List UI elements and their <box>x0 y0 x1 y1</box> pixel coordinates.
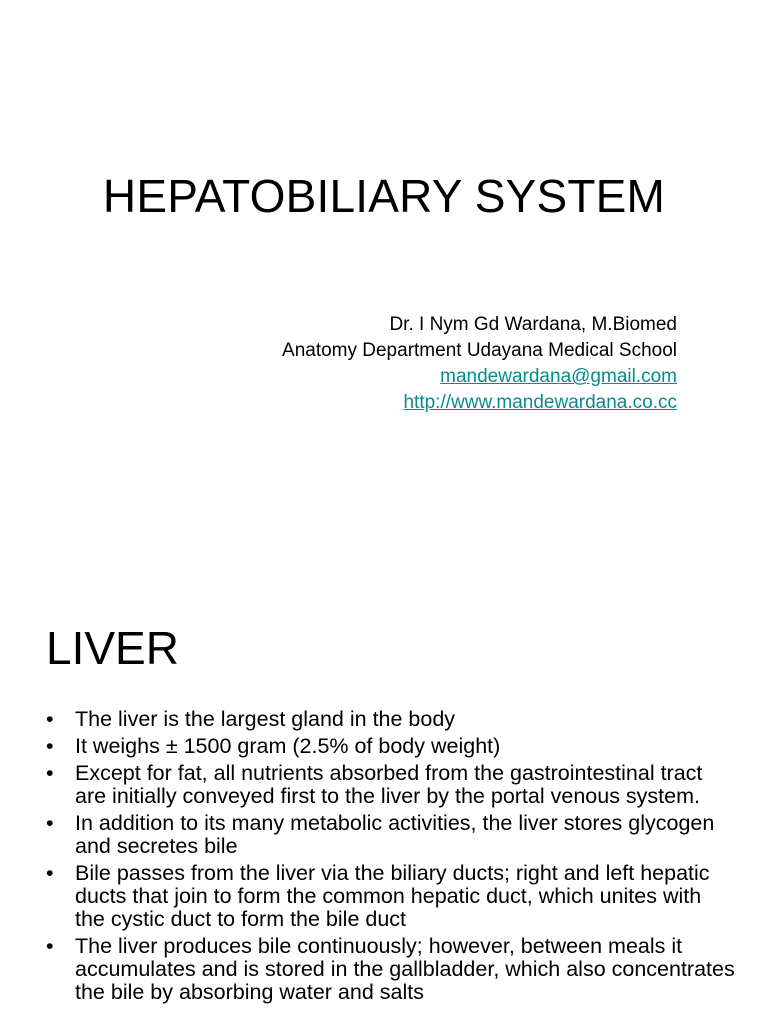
author-department: Anatomy Department Udayana Medical School <box>282 340 677 361</box>
liver-slide <box>0 576 768 1024</box>
author-block <box>282 312 677 416</box>
bullet-dot: • <box>46 734 54 758</box>
author-name: Dr. I Nym Gd Wardana, M.Biomed <box>389 314 677 335</box>
bullet-item <box>46 735 736 758</box>
bullet-text: It weighs ± 1500 gram (2.5% of body weight) <box>75 734 501 758</box>
bullet-item <box>46 812 736 858</box>
bullet-text: The liver produces bile continuously; however, between meals it accumulates and is stored in the gallbladder, which also concentrates the bile by absorbing water and salts <box>75 934 735 1004</box>
bullet-dot: • <box>46 811 54 835</box>
bullet-item <box>46 762 736 808</box>
bullet-text: Except for fat, all nutrients absorbed from the gastrointestinal tract are initially conveyed first to the liver by the portal venous system. <box>75 761 703 808</box>
email-link[interactable]: mandewardana@gmail.com <box>440 366 677 387</box>
bullet-dot: • <box>46 861 54 885</box>
bullet-text: Bile passes from the liver via the biliary ducts; right and left hepatic ducts that join to form the common hepatic duct, which unites with the cystic duct to form the bile duct <box>75 861 710 931</box>
bullet-dot: • <box>46 934 54 958</box>
slide-title: LIVER <box>46 622 179 674</box>
website-link[interactable]: http://www.mandewardana.co.cc <box>403 392 677 413</box>
bullet-list <box>46 708 736 1008</box>
bullet-text: In addition to its many metabolic activities, the liver stores glycogen and secretes bile <box>75 811 715 858</box>
bullet-text: The liver is the largest gland in the body <box>75 707 456 731</box>
bullet-item <box>46 935 736 1004</box>
bullet-dot: • <box>46 707 54 731</box>
presentation-title: HEPATOBILIARY SYSTEM <box>102 170 666 222</box>
bullet-item <box>46 708 736 731</box>
bullet-dot: • <box>46 761 54 785</box>
bullet-item <box>46 862 736 931</box>
